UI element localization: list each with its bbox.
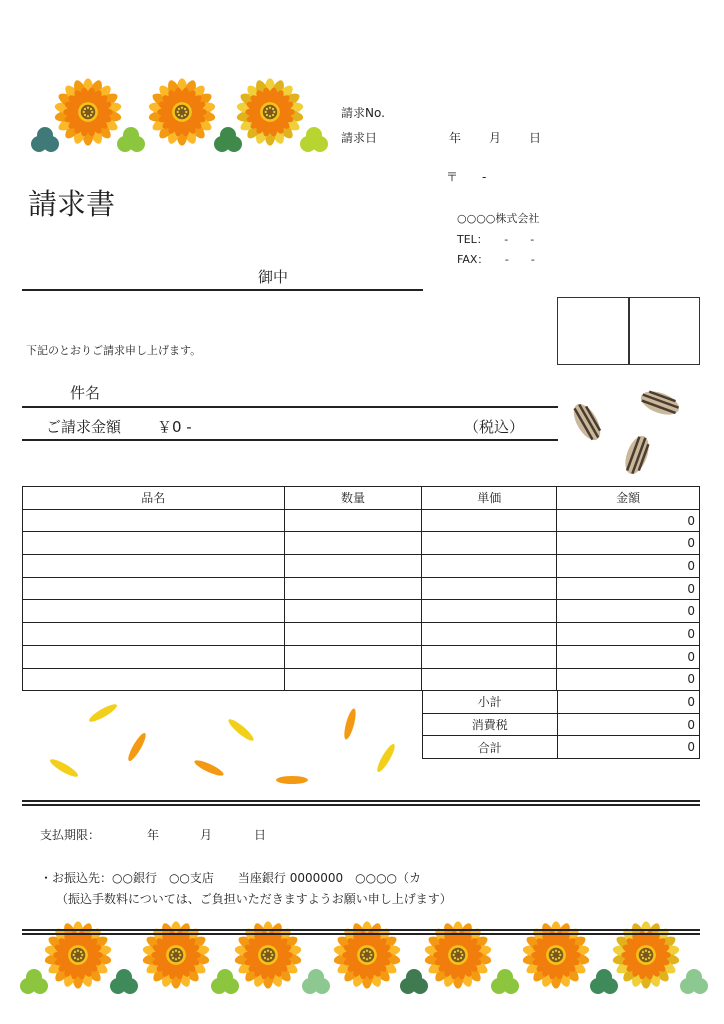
amount-underline [22, 439, 558, 441]
cell-quantity [284, 600, 422, 623]
items-table [22, 486, 700, 691]
leaf-bush-icon [110, 969, 138, 994]
invoice-date-month: 月 [489, 131, 502, 145]
sunflower-icon [148, 78, 216, 145]
recipient-suffix: 御中 [258, 268, 289, 286]
table-row [23, 555, 700, 578]
summary-table [422, 690, 700, 759]
sunflower-icon [424, 921, 492, 988]
recipient-underline [22, 289, 423, 291]
cell-unit-price [422, 668, 557, 691]
cell-unit-price [422, 623, 557, 646]
cell-quantity [284, 577, 422, 600]
sunflower-icon [333, 921, 401, 988]
cell-unit-price [422, 555, 557, 578]
cell-quantity [284, 555, 422, 578]
cell-quantity [284, 645, 422, 668]
sunflower-icon [54, 78, 122, 145]
cell-amount: 0 [557, 577, 700, 600]
bank-info: ・お振込先：○○銀行 ○○支店 当座銀行 0000000 ○○○○（カ [40, 871, 422, 885]
deadline-day: 日 [254, 828, 267, 842]
petal-icon [226, 717, 256, 744]
subject-underline [22, 406, 558, 408]
deadline-month: 月 [200, 828, 213, 842]
subtotal-value: 0 [557, 691, 699, 714]
amount-label: ご請求金額 [46, 418, 122, 436]
cell-item [23, 555, 285, 578]
table-row [23, 577, 700, 600]
petal-icon [87, 702, 119, 725]
cell-quantity [284, 623, 422, 646]
sunflower-icon [142, 921, 210, 988]
cell-amount: 0 [557, 555, 700, 578]
deadline-label: 支払期限： [40, 828, 101, 842]
header-unit-price: 単価 [422, 487, 557, 510]
postal-code: 〒 - [446, 170, 487, 184]
sunflower-seed-icon [621, 433, 653, 477]
table-row [23, 532, 700, 555]
header-quantity: 数量 [284, 487, 422, 510]
leaf-bush-icon [117, 127, 145, 152]
footer-line-1 [22, 929, 700, 931]
total-label: 合計 [423, 736, 558, 759]
cell-item [23, 600, 285, 623]
invoice-no-label: 請求No. [341, 106, 385, 120]
invoice-date-day: 日 [529, 131, 542, 145]
sunflower-seed-icon [638, 387, 682, 419]
invoice-date-label: 請求日 [341, 131, 378, 145]
table-row [23, 600, 700, 623]
leaf-bush-icon [211, 969, 239, 994]
divider-line-1 [22, 800, 700, 802]
cell-item [23, 509, 285, 532]
petal-icon [193, 758, 225, 779]
cell-item [23, 623, 285, 646]
petal-icon [342, 708, 358, 741]
table-header-row [23, 487, 700, 510]
summary-row-total [423, 736, 700, 759]
sunflower-icon [522, 921, 590, 988]
leaf-bush-icon [400, 969, 428, 994]
summary-row-subtotal [423, 691, 700, 714]
fee-note: （振込手数料については、ご負担いただきますようお願い申し上げます） [56, 892, 452, 906]
cell-item [23, 645, 285, 668]
cell-unit-price [422, 577, 557, 600]
stamp-divider [628, 298, 630, 364]
deadline-year: 年 [147, 828, 160, 842]
cell-amount: 0 [557, 668, 700, 691]
cell-amount: 0 [557, 645, 700, 668]
cell-amount: 0 [557, 532, 700, 555]
cell-quantity [284, 509, 422, 532]
cell-item [23, 577, 285, 600]
amount-value: ￥0 - [157, 418, 192, 436]
total-value: 0 [557, 736, 699, 759]
divider-line-2 [22, 804, 700, 806]
leaf-bush-icon [491, 969, 519, 994]
tax-label: 消費税 [423, 713, 558, 736]
sunflower-icon [236, 78, 304, 145]
summary-row-tax [423, 713, 700, 736]
leaf-bush-icon [302, 969, 330, 994]
table-row [23, 668, 700, 691]
petal-icon [126, 731, 149, 763]
company-tel: TEL： - - [457, 233, 535, 246]
cell-quantity [284, 668, 422, 691]
leaf-bush-icon [680, 969, 708, 994]
sunflower-icon [234, 921, 302, 988]
leaf-bush-icon [31, 127, 59, 152]
petal-icon [48, 757, 80, 780]
footer-line-2 [22, 933, 700, 935]
petal-icon [276, 776, 308, 784]
sunflower-icon [612, 921, 680, 988]
intro-text: 下記のとおりご請求申し上げます。 [26, 344, 202, 357]
table-row [23, 645, 700, 668]
petal-icon [375, 742, 398, 774]
tax-note: （税込） [464, 418, 525, 436]
cell-amount: 0 [557, 623, 700, 646]
leaf-bush-icon [20, 969, 48, 994]
cell-unit-price [422, 600, 557, 623]
header-item: 品名 [23, 487, 285, 510]
cell-quantity [284, 532, 422, 555]
cell-unit-price [422, 645, 557, 668]
cell-unit-price [422, 509, 557, 532]
subject-label: 件名 [70, 384, 101, 402]
sunflower-icon [44, 921, 112, 988]
sunflower-seed-icon [568, 400, 605, 445]
table-row [23, 623, 700, 646]
table-row [23, 509, 700, 532]
tax-value: 0 [557, 713, 699, 736]
leaf-bush-icon [214, 127, 242, 152]
header-amount: 金額 [557, 487, 700, 510]
cell-item [23, 668, 285, 691]
stamp-box [557, 297, 700, 365]
cell-unit-price [422, 532, 557, 555]
page-title: 請求書 [28, 187, 116, 221]
company-fax: FAX： - - [457, 253, 535, 266]
subtotal-label: 小計 [423, 691, 558, 714]
leaf-bush-icon [590, 969, 618, 994]
cell-amount: 0 [557, 509, 700, 532]
company-name: ○○○○株式会社 [457, 212, 540, 225]
invoice-date-year: 年 [449, 131, 462, 145]
cell-item [23, 532, 285, 555]
cell-amount: 0 [557, 600, 700, 623]
leaf-bush-icon [300, 127, 328, 152]
